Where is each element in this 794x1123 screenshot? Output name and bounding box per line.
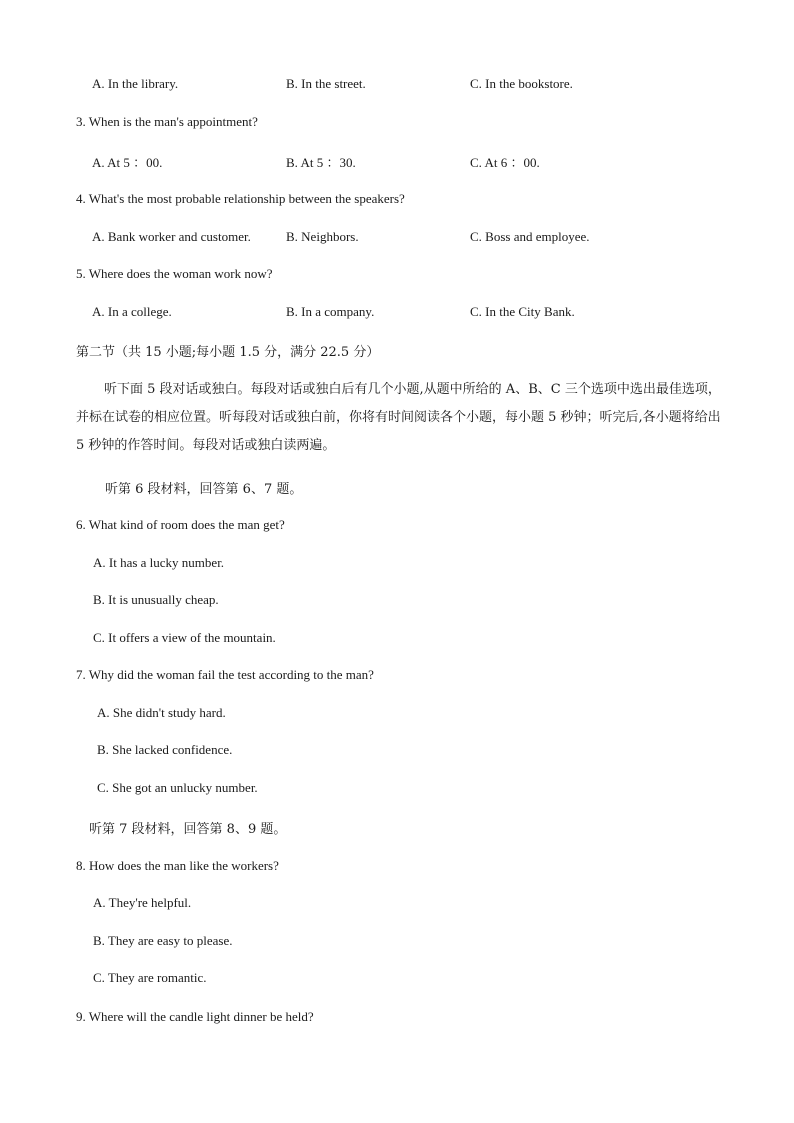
q2-option-b: B. In the street. (286, 76, 366, 91)
q4-option-a: A. Bank worker and customer. (92, 229, 251, 244)
section-instructions: 听下面 5 段对话或独白。每段对话或独白后有几个小题,从题中所给的 A、B、C 三个选项中选出最佳选项，并标在试卷的相应位置。听每段对话或独白前，你将有时间阅读各个小题，每小题 5 秒钟；听完后,各小题将给出 5 秒钟的作答时间。每段对话或独白读两遍。 (76, 382, 721, 453)
q6-option-b: B. It is unusually cheap. (93, 592, 219, 607)
q3-option-a: A. At 5 ：00. (92, 155, 163, 170)
q3-options (0, 152, 794, 170)
material-7-label: 听第 7 段材料，回答第 8、9 题。 (89, 822, 287, 837)
q4-options (0, 229, 794, 247)
q7-option-c: C. She got an unlucky number. (97, 780, 258, 795)
q5-option-a: A. In a college. (92, 304, 172, 319)
q8-option-c: C. They are romantic. (93, 970, 207, 985)
material-6-label: 听第 6 段材料，回答第 6、7 题。 (105, 482, 303, 497)
q6-option-a: A. It has a lucky number. (93, 555, 225, 570)
q2-options (0, 76, 794, 94)
q2-option-c: C. In the bookstore. (470, 76, 573, 91)
q5-question: 5. Where does the woman work now? (76, 266, 273, 281)
q7-option-b: B. She lacked confidence. (97, 742, 233, 757)
q3-option-b: B. At 5 ：30. (286, 155, 356, 170)
q8-option-a: A. They're helpful. (93, 895, 192, 910)
q2-option-a: A. In the library. (92, 76, 179, 91)
section-heading: 第二节（共 15 小题;每小题 1.5 分，满分 22.5 分） (76, 345, 380, 360)
q4-option-c: C. Boss and employee. (470, 229, 590, 244)
q7-question: 7. Why did the woman fail the test according to the man? (76, 667, 374, 682)
q6-option-c: C. It offers a view of the mountain. (93, 630, 276, 645)
q9-question: 9. Where will the candle light dinner be held? (76, 1009, 314, 1024)
q4-question: 4. What's the most probable relationship between the speakers? (76, 191, 405, 206)
q7-option-a: A. She didn't study hard. (97, 705, 226, 720)
q6-question: 6. What kind of room does the man get? (76, 517, 285, 532)
q4-option-b: B. Neighbors. (286, 229, 359, 244)
q8-option-b: B. They are easy to please. (93, 933, 233, 948)
q5-option-c: C. In the City Bank. (470, 304, 575, 319)
q8-question: 8. How does the man like the workers? (76, 858, 279, 873)
q5-option-b: B. In a company. (286, 304, 375, 319)
q3-option-c: C. At 6 ：00. (470, 155, 540, 170)
q5-options (0, 304, 794, 322)
q3-question: 3. When is the man's appointment? (76, 114, 258, 129)
